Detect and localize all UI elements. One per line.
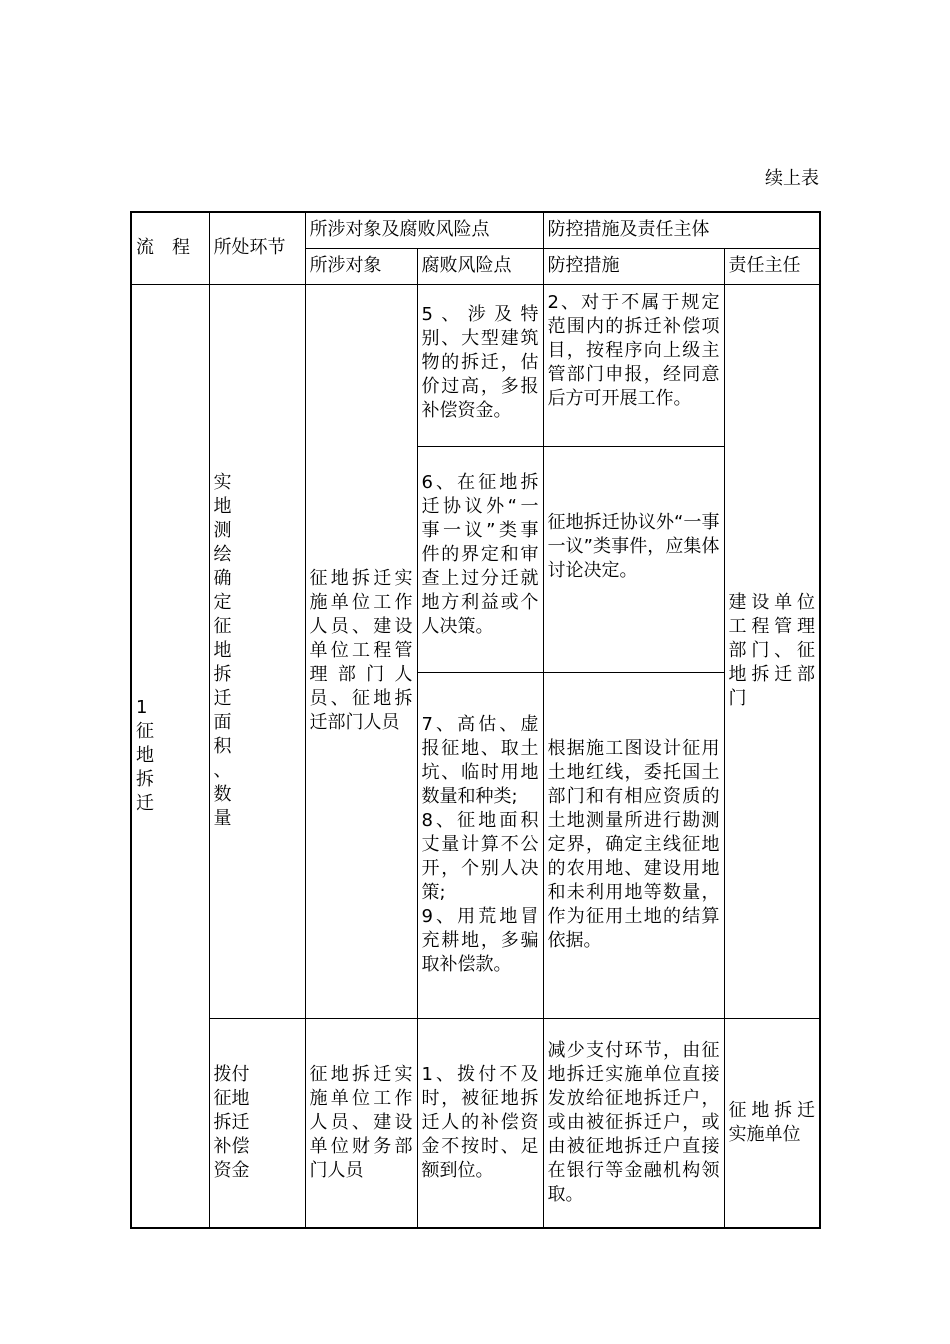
stage-survey: 实 地 测 绘 确 定 征 地 拆 迁 面 积 、 数 量 bbox=[209, 284, 305, 1018]
measure-cell: 根据施工图设计征用土地红线，委托国土部门和有相应资质的土地测量所进行勘测定界，确定主线征地的农用地、建设用地和未利用地等数量，作为征用土地的结算依据。 bbox=[543, 672, 724, 1018]
table-row bbox=[131, 1018, 820, 1228]
risk-cell: 7、高估、虚报征地、取土坑、临时用地数量和种类; 8、征地面积丈量计算不公开，个别人决策; 9、用荒地冒充耕地，多骗取补偿款。 bbox=[417, 672, 543, 1018]
header-risk: 腐败风险点 bbox=[417, 248, 543, 284]
header-stage: 所处环节 bbox=[209, 212, 305, 284]
table-continuation-caption: 续上表 bbox=[765, 168, 819, 189]
header-group-risk: 所涉对象及腐败风险点 bbox=[305, 212, 543, 248]
header-responsible: 责任主任 bbox=[724, 248, 820, 284]
responsible-survey: 建设单位工程管理部门、征地拆迁部门 bbox=[724, 284, 820, 1018]
risk-cell: 5、涉及特别、大型建筑物的拆迁，估价过高，多报补偿资金。 bbox=[417, 284, 543, 446]
table-row bbox=[131, 284, 820, 446]
risk-cell: 1、拨付不及时，被征地拆迁人的补偿资金不按时、足额到位。 bbox=[417, 1018, 543, 1228]
object-payment: 征地拆迁实施单位工作人员、建设单位财务部门人员 bbox=[305, 1018, 417, 1228]
measure-cell: 2、对于不属于规定范围内的拆迁补偿项目，按程序向上级主管部门申报，经同意后方可开展工作。 bbox=[543, 284, 724, 446]
risk-control-table bbox=[130, 211, 821, 1229]
header-object: 所涉对象 bbox=[305, 248, 417, 284]
header-group-control: 防控措施及责任主体 bbox=[543, 212, 820, 248]
process-cell: 1 征 地 拆 迁 bbox=[131, 284, 209, 1228]
measure-cell: 减少支付环节，由征地拆迁实施单位直接发放给征地拆迁户，或由被征拆迁户，或由被征地拆迁户直接在银行等金融机构领取。 bbox=[543, 1018, 724, 1228]
risk-cell: 6、在征地拆迁协议外“一事一议”类事件的界定和审查上过分迁就地方利益或个人决策。 bbox=[417, 446, 543, 672]
header-measure: 防控措施 bbox=[543, 248, 724, 284]
header-process: 流 程 bbox=[131, 212, 209, 284]
header-row-1 bbox=[131, 212, 820, 248]
object-survey: 征地拆迁实施单位工作人员、建设单位工程管理部门人员、征地拆迁部门人员 bbox=[305, 284, 417, 1018]
stage-payment: 拨付 征地 拆迁 补偿 资金 bbox=[209, 1018, 305, 1228]
measure-cell: 征地拆迁协议外“一事一议”类事件，应集体讨论决定。 bbox=[543, 446, 724, 672]
responsible-payment: 征地拆迁实施单位 bbox=[724, 1018, 820, 1228]
